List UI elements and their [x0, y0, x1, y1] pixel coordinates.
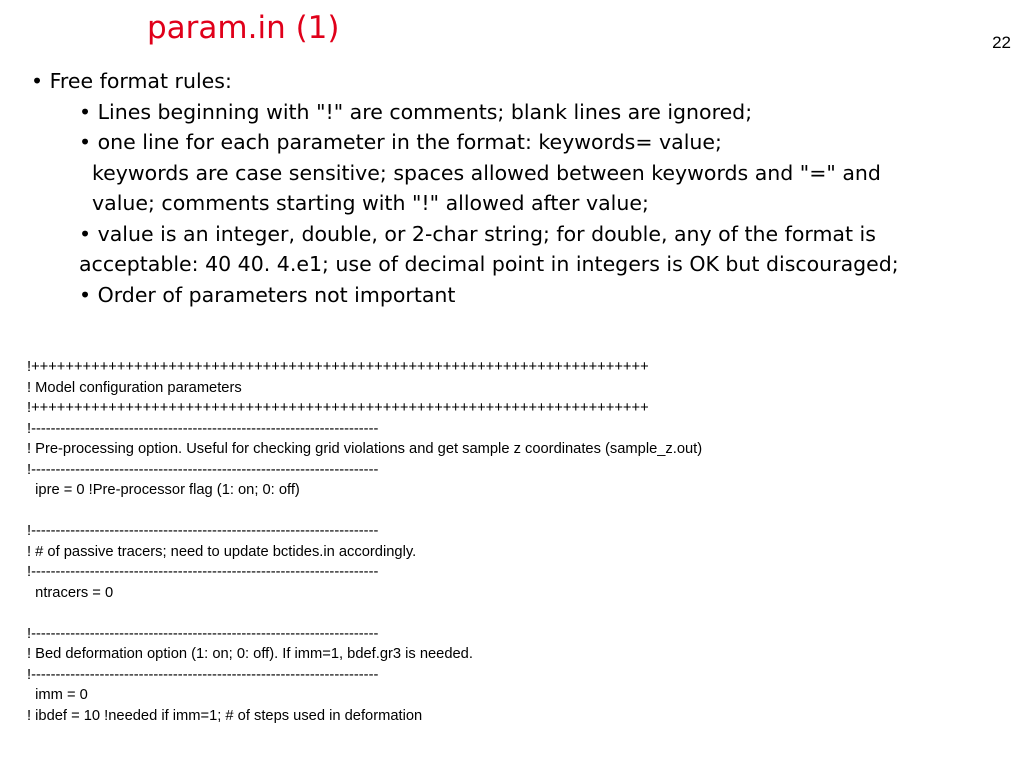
code-line-parameter: imm = 0	[27, 687, 88, 703]
bullet-value-types: • value is an integer, double, or 2-char string; for double, any of the format is	[79, 221, 876, 246]
code-line-separator: !-----------------------------------------------------------------------	[27, 666, 379, 683]
code-line-blank	[27, 603, 702, 624]
code-line-blank	[27, 501, 702, 522]
code-line-comment: ! Pre-processing option. Useful for checking grid violations and get sample z coordinates (sample_z.out)	[27, 441, 703, 457]
bullet-parameter-order: • Order of parameters not important	[79, 282, 456, 307]
code-line-separator: !-----------------------------------------------------------------------	[27, 564, 379, 580]
bullet-free-format-rules: • Free format rules:	[31, 69, 232, 93]
page-number: 22	[992, 33, 1011, 52]
bullet-comments-after-value: value; comments starting with "!" allowed after value;	[92, 191, 649, 215]
code-line-separator: !++++++++++++++++++++++++++++++++++++++++++++++++++++++++++++++++++++++++	[27, 359, 649, 375]
code-line-separator: !-----------------------------------------------------------------------	[27, 625, 379, 642]
slide-title: param.in (1)	[147, 10, 340, 46]
bullet-one-line-per-parameter: • one line for each parameter in the format: keywords= value;	[79, 130, 722, 154]
code-line-separator: !-----------------------------------------------------------------------	[27, 461, 379, 478]
code-line-comment: ! Bed deformation option (1: on; 0: off). If imm=1, bdef.gr3 is needed.	[27, 646, 473, 662]
code-line-separator: !-----------------------------------------------------------------------	[27, 420, 379, 437]
param-file-excerpt	[27, 357, 702, 726]
code-line-comment: ! Model configuration parameters	[27, 379, 242, 396]
bullet-keywords-case-sensitive: keywords are case sensitive; spaces allowed between keywords and "=" and	[92, 160, 881, 185]
bullet-list	[0, 66, 1024, 310]
code-line-parameter: ntracers = 0	[27, 584, 114, 601]
bullet-comments-rule: • Lines beginning with "!" are comments; blank lines are ignored;	[79, 99, 753, 124]
code-line-comment: ! # of passive tracers; need to update bctides.in accordingly.	[27, 543, 417, 560]
code-line-parameter: ipre = 0 !Pre-processor flag (1: on; 0: off)	[27, 482, 300, 498]
code-line-comment: ! ibdef = 10 !needed if imm=1; # of steps used in deformation	[27, 707, 423, 724]
bullet-value-format-examples: acceptable: 40 40. 4.e1; use of decimal point in integers is OK but discouraged;	[79, 252, 899, 276]
code-line-separator: !++++++++++++++++++++++++++++++++++++++++++++++++++++++++++++++++++++++++	[27, 400, 649, 416]
code-line-separator: !-----------------------------------------------------------------------	[27, 523, 379, 539]
